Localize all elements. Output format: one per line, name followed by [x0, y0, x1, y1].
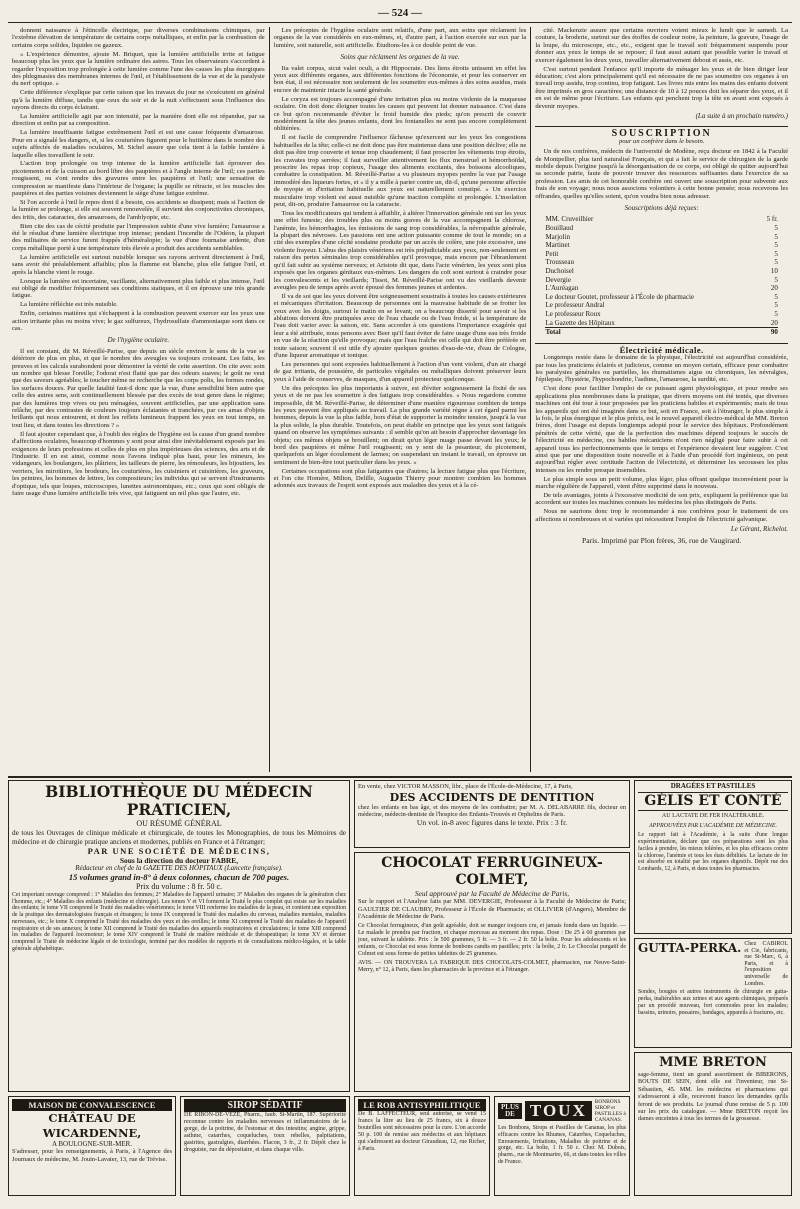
subscription-row	[545, 215, 777, 224]
subscription-amount: 5 fr.	[766, 215, 778, 224]
subscriber-name: Le docteur Goutet, professeur à l'École de pharmacie	[545, 292, 695, 301]
gelis-approved: APPROUVÉES PAR L'ACADÉMIE DE MÉDECINE.	[649, 822, 777, 829]
electricite-title: Électricité médicale.	[619, 344, 704, 355]
rob-body: De B. LAFFECTEUR, seul autorisé, se vend 15 francs la litre au lieu de 25 francs, six à douze bouteilles sont nécessaires pour la cure. L'on accorde 50 p. 100 de remise aux médecins et aux hôpitaux qui s'adressent au docteur Giraudeau, 12, rue Richer, à Paris.	[358, 1111, 486, 1152]
paragraph: donnent naissance à l'étincelle électrique, par diverses combinaisons chimiques, par l'extrême élévation de température de certains corps métalliques, et enfin par la combustion de certains corps solides, liquides ou gazeux.	[12, 27, 265, 49]
subscription-row	[545, 310, 777, 319]
convalescence-name: CHÂTEAU DE WICARDENNE,	[42, 1111, 142, 1140]
subscription-row	[545, 293, 777, 302]
subscription-table	[545, 215, 777, 336]
ad-dentition	[354, 780, 630, 848]
bibliotheque-body: Cet important ouvrage comprend : 1° Maladies des femmes; 2° Maladies de l'appareil urinaire; 3° Maladies des organes de la génération chez l'homme, etc.; 4° Maladies des enfants (médecine et chirurgie). Les tomes V et VI forment le Traité le plus complet qui existe sur les maladies des enfants; le tome VII comprend le Traité des maladies vénériennes; le tome VIII renferme les maladies de la peau, et contient une exposition de la pratique des dermatologistes français et étrangers; le tome IX comprend le Traité des maladies du cerveau, maladies mentales, maladies nerveuses, etc.; le tome X comprend le Traité des maladies des yeux et des oreilles; le tome XI comprend le Traité des maladies de l'appareil respiratoire et de ses annexes; le tome XII comprend le Traité des maladies des appareils respiratoires et circulatoires; le tome XIII comprend les maladies de l'appareil locomoteur; le tome XIV comprend le Traité de matière médicale et de thérapeutique; le tome XV et dernier comprend le Traité de médecine légale et de toxicologie, terminé par des modèles de rapports et de consultations médico-légales, et la table générale alphabétique.	[12, 892, 346, 952]
subheading: Soins que réclament les organes de la vue.	[340, 53, 460, 62]
subscription-amount: 5	[774, 249, 778, 258]
paragraph: Il va de soi que les yeux doivent être soigneusement soustraits à toutes les causes extérieures et mécaniques d'irritation. Beaucoup de personnes ont la mauvaise habitude de se frotter les yeux avec les doigts, surtout le matin en se levant; on a beaucoup disserté pour savoir si les ablutions doivent être pratiquées avec de l'eau chaude ou de l'eau froide, si la température de l'eau doit varier avec la saison, etc. Sans accorder à ces questions l'importance exagérée qui leur a été attribuée, nous pensons avec Beer qu'il faut éviter de faire usage d'une eau très froide en vue de la réaction qu'elle provoque; mais que l'eau fraîche est celle qui doit être préférée en toute saison; souvent il est utile d'y ajouter quelques gouttes d'eau-de-vie, d'eau de Cologne, d'une liqueur aromatique et tonique.	[273, 292, 527, 360]
ad-gutta-perka	[634, 938, 792, 1048]
subheading: De l'hygiène oculaire.	[107, 336, 170, 345]
subscription-amount: 5	[774, 258, 778, 267]
convalescence-body: S'adresser, pour les renseignements, à Paris, à l'Agence des Journaux de médecine, M. Jouin-Lavater, 13, rue de Trévise.	[12, 1148, 172, 1163]
toux-header	[498, 1099, 626, 1123]
bibliotheque-editor: Rédacteur en chef de la GAZETTE DES HÔPITAUX (Lancette française).	[75, 863, 283, 872]
gutta-header	[638, 941, 788, 987]
total-label: Total	[545, 328, 737, 337]
total-amount: 90	[738, 328, 778, 337]
subscription-total-row	[545, 328, 777, 337]
paragraph: De tels avantages, joints à l'excessive modicité de son prix, expliquent la préférence que lui accordent sur toutes les machines connues les médecins les plus distingués de Paris.	[535, 491, 789, 507]
dentition-body: chez les enfants en bas âge, et des moyens de les combattre; par M. A. DELABARRE fils, docteur en médecine, médecin-dentiste de l'hospice des Enfants-Trouvés et Orphelins de Paris.	[358, 803, 626, 818]
paragraph: Tous les modificateurs qui tendent à affaiblir, à altérer l'innervation générale ont sur les yeux une effet funeste; des troubles plus ou moins graves de la vue accompagnent la chlorose, l'anémie, les hémorrhagies, les émissions de sang trop considérables, la névropathie générale, la plupart des névroses. Les passions ont une action puissante comme de tout le monde; on a cité des exemples d'une cécité soudaine produite par un accès de colère, une joie excessive, une violente frayeur. L'abus des plaisirs vénériens est très préjudiciable aux yeux, non-seulement en raison des pertes séminales trop considérables qu'il provoque, mais encore par l'ébranlement qu'il fait subir au système nerveux; et Aristote dit que, dans l'acte vénérien, les yeux sont plus exposés que les organes génitaux eux-mêmes. Les dangers du coït sont surtout à craindre pour les convalescents et les vieillards; Tissot, M. Réveillé-Parise ont vu des vieillards devenir aveugles peu de temps après avoir épousé des femmes jeunes et ardentes.	[273, 209, 527, 291]
bibliotheque-description: de tous les Ouvrages de clinique médicale et chirurgicale, de toutes les Monographies, de tous les Mémoires de médecine et de chirurgie pratique anciens et modernes, publiés en France et à l'étranger;	[12, 829, 346, 846]
souscription-title: SOUSCRIPTION	[611, 128, 712, 140]
toux-pre: PLUS DE	[498, 1103, 522, 1120]
toux-body: Les Bonbons, Sirops et Pastilles de Cananas, les plus efficaces contre les Rhumes, Catarrhes, Coqueluches, Enrouements, Irritations, Maladies de poitrine et de gorge, etc. La boîte, 1 fr. 50 c. Chez M. Dubois, pharm., rue de Montmartre, 66, et dans toutes les villes de France.	[498, 1125, 626, 1165]
ad-rob-antisyphilitique	[354, 1096, 490, 1196]
subscriber-name: Marjolin	[545, 232, 570, 241]
subscription-amount: 5	[774, 224, 778, 233]
bibliotheque-direction: Sous la direction du docteur FABRE,	[119, 856, 239, 866]
subscription-row	[545, 258, 777, 267]
convalescence-place: A BOULOGNE-SUR-MER.	[51, 1140, 133, 1148]
ad-mme-breton	[634, 1052, 792, 1196]
subscriber-name: Trousseau	[545, 258, 574, 267]
chocolat-body: Ce Chocolat ferrugineux, d'un goût agréable, doit se manger toujours cru, et jamais fondu dans un liquide. — Le malade le prendra par fraction, et chaque morceau au moment des repas. Dose : De 25 à 60 grammes par jour, suivant la tablette. Prix : le 500 grammes, 5 fr. — 3 fr. — 2 fr. 50 la boîte. Pour les adolescents et les enfants, ce Chocolat est sous forme de bonbons candis en pastilles; prix : la boîte, 2 fr. Le Chocolat purgatif de Colmet est sous forme de petites tablettes de 25 grammes.	[358, 922, 626, 957]
ad-convalescence	[8, 1096, 176, 1196]
paragraph: Bien cite des cas de cécité produite par l'impression subite d'une vive lumière; l'amaurose a été le résultat d'une lumière électrique trop intense; pendant l'incendie de l'Odéon, la plupart des militaires de service furent frappés d'héméralopie; la vue d'une fournaise ardente, d'un corps métallique porté à une température très élevée a produit des accidents semblables.	[12, 222, 265, 252]
subscription-amount: 5	[774, 292, 778, 301]
paragraph: Certaines occupations sont plus fatigantes que d'autres; la lecture fatigue plus que l'écriture, et l'on cite Homère, Milton, Delille, Augustin Thierry pour montrer combien les hommes adonnés aux travaux de l'esprit sont exposés aux maladies des yeux et à la cé-	[273, 467, 527, 490]
paragraph: La lumière artificielle est surtout nuisible lorsque ses rayons arrivent directement à l'œil, sans avoir été préalablement affaiblis; plus la flamme est blanche, plus elle fatigue l'œil, et après la blanche vient le rouge.	[12, 253, 265, 276]
gutta-title: GUTTA-PERKA.	[638, 941, 742, 955]
section-divider	[535, 126, 788, 127]
paragraph: La lumière insuffisante fatigue extrêmement l'œil et est une cause fréquente d'amaurose. Pour en a signalé les dangers, et, si les couturières figurent pour le huitième dans le nombre des sujets affectés de maladies oculaires, M. Sichel assure que cela tient à la faible lumière à laquelle elles travaillent le soir.	[12, 129, 265, 159]
subscription-amount: 10	[770, 267, 778, 275]
subscriber-name: L'Auréagan	[545, 284, 579, 293]
sirop-title: SIROP SÉDATIF	[184, 1099, 346, 1112]
convalescence-title: MAISON DE CONVALESCENCE	[12, 1099, 172, 1111]
paragraph: La lumière réfléchie est très nuisible.	[20, 301, 118, 309]
paragraph: Un de nos confrères, médecin de l'université de Modène, reçu docteur en 1842 à la Faculté de Montpellier, plus tard naturalisé Français, et qui a fait le service de chirurgien de la garde mobile depuis l'origine jusqu'à la désorganisation de ce corps, est obligé de quitter aujourd'hui sa seconde patrie, faute de pouvoir trouver des ressources suffisantes dans l'exercice de sa profession. Les amis de cet honorable confrère ont ouvert une souscription pour subvenir aux frais de son voyage; nous nous associons volontiers à cette bonne pensée; nous recevrons les offrandes, quelles qu'elles soient, qu'on voudra bien nous adresser.	[535, 148, 789, 200]
paragraph: C'est surtout pendant l'enfance qu'il importe de ménager les yeux et de bien diriger leur éducation; c'est alors principalement qu'il est nécessaire de ne pas soumettre ces organes à un travail trop assidu, trop continu, trop fatigant. Les livres mis entre les mains des enfants doivent être imprimés en gros caractères; une distance de 10 à 12 pouces doit les séparer des yeux, et il en est de même pour l'écriture. Les enfants qui penchent trop la tête en avant sont exposés à devenir myopes.	[535, 65, 789, 110]
subscription-amount: 5	[774, 309, 778, 318]
chocolat-depot: AVIS. — ON TROUVERA LA FABRIQUE DES CHOCOLATS-COLMET, pharmacien, rue Neuve-Saint-Merry, n° 12, à Paris, dans les pharmacies de la province et à l'étranger.	[358, 959, 626, 973]
subscriber-name: Le professeur Roux	[545, 309, 601, 318]
subscription-amount: 5	[774, 275, 778, 284]
subscriber-name: MM. Cruveilhier	[545, 215, 594, 224]
paragraph: Le coryza est toujours accompagné d'une irritation plus ou moins violente de la muqueuse oculaire. On doit donc éloigner toutes les causes qui peuvent lui donner naissance. C'est dans ce but qu'on recommande d'éviter le froid humide des pieds; qu'on prescrit de couvrir modérément la tête des jeunes enfants, dont les fontanelles ne sont pas encore complètement oblitérées.	[273, 95, 527, 133]
paragraph: Le plus simple sous un petit volume, plus léger, plus offrant quelque inconvénient pour la marche régulière de l'appareil, vient d'être supprimé dans le nouveau.	[535, 475, 789, 491]
page-number: — 524 —	[378, 7, 422, 19]
toux-side: BONBONS SIROP et PASTILLES à CANANAS.	[594, 1099, 626, 1123]
subscriber-name: Martinet	[545, 241, 570, 250]
continuation-note: (La suite à un prochain numéro.)	[695, 111, 789, 120]
bibliotheque-subtitle: OU RÉSUMÉ GÉNÉRAL	[136, 819, 222, 828]
subscriber-name: Le professeur Andral	[545, 301, 605, 310]
gelis-body: Le rapport fait à l'Académie, à la suite d'une longue expérimentation, déclare que ces préparations sont les plus faciles à prendre, les mieux tolérées, et les plus efficaces contre la chlorose, l'anémie et tous les états débilités. Le lactate de fer est absorbé en totalité par les organes digestifs. Dépôt rue des Lombards, 12, à Paris, et dans toutes les pharmacies.	[638, 832, 788, 873]
paragraph: Il est constant, dit M. Réveillé-Parise, que depuis un siècle environ le sens de la vue se détériore de plus en plus, et que le nombre des aveugles va toujours croissant. Les faits, les preuves et les calculs surabondent pour démontrer la vérité de cette assertion. On cite avec soin un nombre qui blesse l'oreille; l'odorat n'est flatté que par des odeurs suaves; le goût ne veut que des saveurs agréables; le toucher même ne recherche que les corps polis, les formes rondes, les surfaces douces. Par quelle fatalité faut-il donc que la vue, d'une sensibilité bien autre que celle des autres sens, soit continuellement blessée par des excès de tout genre dans le régime; par des lumières trop vives ou peu ménagées, souvent artificielles, par une application sans relâche, par des contrastes de couleurs toujours éclatantes et tranchées, par ces amas d'objets brillants qui nous entourent, et dont les reflets lumineux frappent les yeux en tout temps, en tout lieu, et dans toutes les directions ? »	[12, 347, 265, 429]
subscription-amount: 5	[774, 232, 778, 241]
column-left	[8, 27, 269, 772]
subscription-row	[545, 267, 777, 276]
article-columns	[8, 27, 792, 772]
paragraph: Les préceptes de l'hygiène oculaire sont relatifs, d'une part, aux soins que réclament les organes de la vue considérés en eux-mêmes, et, d'autre part, à l'action exercée sur eux par la lumière, soit naturelle, soit artificielle. Étudions-les à ce double point de vue.	[273, 27, 527, 49]
paragraph: Il est facile de comprendre l'influence fâcheuse qu'exercent sur les yeux les congestions habituelles de la tête; celle-ci ne doit donc pas être maintenue dans une position déclive; elle ne doit pas être trop couverte et tenue trop chaudement; il faut proscrire les vêtements trop étroits, les cravates trop serrées; il faut surveiller attentivement les flux menstruel et hémorrhoïdal, proscrire les repas trop copieux, l'usage des aliments excitants, des boissons alcooliques, combattre la constipation. M. Réveillé-Parise a vu plusieurs myopes perdre la vue par l'usage immodéré des liqueurs fortes, et « il y a mille à parier contre un, dit-il, qu'une personne affectée de myopie et d'irritation habituelle aux yeux est naturellement constipé. » Un exercice musculaire trop violent est aussi nuisible qu'une inaction complète et prolongée. L'insolation peut, dit-on, produire l'amaurose ou la cataracte.	[273, 134, 527, 208]
paragraph: Ita valet corpus, sicut valet oculi, a dit Hippocrate. Des liens étroits unissent en effet les yeux aux différents organes, aux différentes fonctions de l'économie, et pour les conserver en bon état, il est nécessaire non seulement de les soumettre eux-mêmes à des soins assidus, mais encore de maintenir intacte la santé générale.	[273, 64, 527, 94]
subscriber-name: Petit	[545, 249, 559, 258]
bibliotheque-society: PAR UNE SOCIÉTÉ DE MÉDECINS,	[87, 846, 271, 857]
paragraph: Enfin, certaines matières qui s'échappent à la combustion peuvent exercer sur les yeux une action irritante plus ou moins vive; le gaz sulfureux, l'hydrosulfate d'ammoniaque sont dans ce cas.	[12, 310, 265, 332]
section-divider	[535, 343, 788, 344]
ad-gelis-conte	[634, 780, 792, 934]
gelis-top: DRAGÉES ET PASTILLES	[670, 782, 756, 790]
chocolat-report: Sur le rapport et l'Analyse faits par MM. DEVERGIE, Professeur à la Faculté de Médecine de Paris; GAULTIER DE CLAUBRY, Professeur à l'École de Pharmacie; et OLLIVIER (d'Angers), Membre de l'Académie de Médecine de Paris.	[358, 898, 626, 921]
paragraph: Les personnes qui sont exposées habituellement à l'action d'un vent violent, d'un air chargé de gaz irritants, de poussière, de particules végétales ou métalliques doivent préserver leurs yeux à l'aide de conserves, de masques, d'un appareil protecteur quelconque.	[273, 360, 527, 383]
toux-title: TOUX	[525, 1101, 592, 1121]
subscriber-name: Devergie	[545, 275, 571, 284]
bibliotheque-price: Prix du volume : 8 fr. 50 c.	[136, 882, 222, 891]
bibliotheque-volumes: 15 volumes grand in-8° à deux colonnes, chacun de 700 pages.	[68, 872, 290, 882]
paragraph: L'action trop prolongée ou trop intense de la lumière artificielle fait éprouver des picotements et de la cuisson au bord libre des paupières et à l'angle interne de l'œil; ces parties rougissent, ou s'ont rendre des gravures entre les paupières et l'œil; une sensation de compression se manifeste dans l'intérieur de l'organe; la pupille se rétracte, et les muscles des paupières et des parties voisines deviennent le siège d'une fatigue extrême.	[12, 160, 265, 198]
gelis-title: GÉLIS ET CONTÉ	[638, 792, 788, 811]
subscription-row	[545, 301, 777, 310]
paragraph: La lumière artificielle agit par son intensité, par la manière dont elle est répandue, par sa direction et enfin par sa composition.	[12, 112, 265, 128]
chocolat-title: CHOCOLAT FERRUGINEUX-COLMET,	[381, 855, 603, 888]
subscription-amount: 5	[774, 301, 778, 310]
column-right	[530, 27, 792, 772]
paragraph: Nous ne saurions donc trop le recommander à nos confrères pour le traitement de ces affections si nombreuses et si variées qui nécessitent l'emploi de l'électricité galvanique.	[535, 508, 789, 523]
sirop-body: DE RIBON-DE-VEZE, Pharm., faub. St-Martin, 187. Supériorité reconnue contre les maladies nerveuses et inflammatoires de la gorge, de la poitrine, de l'estomac et des intestins; angine, grippe, asthme, catarrhes, coqueluches, toux rebelles, palpitations, gastrites, gastralgies, diarrhées. Flacon, 3 fr., 2 fr. Dépôt chez le droguiste, rue du dépositaire, et dans chaque ville.	[184, 1112, 346, 1153]
dentition-price: Un vol. in-8 avec figures dans le texte. Prix : 3 fr.	[416, 818, 568, 827]
paragraph: Si l'on accorde à l'œil le repos dont il a besoin, ces accidents se dissipent; mais si l'action de la lumière se prolonge, si elle est souvent renouvelée, il survient des conjonctivites chroniques, des iritis, des cataractes, des amauroses, de l'amblyopie, etc.	[12, 198, 265, 221]
page-rule	[8, 22, 792, 23]
paragraph: Un des préceptes les plus importants à suivre, est d'éviter soigneusement la fixité de ses yeux et de ne pas les soumettre à des fatigues trop considérables. « Nous regardons comme impossible, dit M. Réveillé-Parise, de déterminer d'une manière rigoureuse combien de temps les yeux peuvent être appliqués au travail. La plus grande variété règne à cet égard parmi les hommes, depuis la vue la plus faible, hors d'état de supporter la moindre tension, jusqu'à la vue la plus solide, la plus durable. Toutefois, on peut établir en principe que les yeux sont fatigués quand on observe les symptômes suivants : il semble qu'on ait besoin d'approcher davantage les objets; ces mêmes objets se brouillent; on dirait qu'un léger nuage passe devant les yeux; le bord des paupières et même l'œil rougissent; on y sent de la pesanteur, du picotement, quelquefois un léger écoulement de larmes; on suspendant un instant le travail, on éprouve un sentiment de bien-être tout particulier dans les yeux. »	[273, 384, 527, 466]
chocolat-subtitle: Seul approuvé par la Faculté de Médecine de Paris,	[414, 889, 570, 898]
subscription-row	[545, 224, 777, 233]
souscription-subtitle: pour un confrère dans le besoin.	[618, 137, 705, 145]
ad-bibliotheque	[8, 780, 350, 1092]
rob-title: LE ROB ANTISYPHILITIQUE	[358, 1099, 486, 1111]
subscription-amount: 5	[774, 241, 778, 250]
breton-title: MME BRETON	[659, 1055, 767, 1070]
subscription-row	[545, 241, 777, 250]
printer-line: Paris. Imprimé par Plon frères, 36, rue de Vaugirard.	[582, 535, 742, 545]
subscription-row	[545, 250, 777, 259]
ad-sirop-sedatif	[180, 1096, 350, 1196]
subscription-row	[545, 276, 777, 285]
breton-body: sage-femme, tient un grand assortiment de BIBERONS, BOUTS DE SEIN, dont elle est l'inventeur, rue St-Sébastien, 45. MM. les médecins et pharmaciens qui s'adresseront à elle, recevront franco les demandes qu'ils feront de ses produits. Le journal d'une remise de 5 p. 100 sur les prix du catalogue. — Mme BRETON reçoit les dames enceintes à tous les termes de la grossesse.	[638, 1071, 788, 1123]
subscription-amount: 20	[770, 284, 778, 293]
advertisements-section	[8, 776, 792, 1197]
subscriber-name: Duchoisel	[545, 267, 574, 275]
ad-chocolat-colmet	[354, 852, 630, 1092]
paragraph: Longtemps restée dans le domaine de la physique, l'électricité est aujourd'hui considérée, par tous les praticiens éclairés et judicieux, comme un moyen certain, efficace pour combattre les paralysies générales ou partielles, les rhumatismes aigus ou chroniques, les névralgies, l'épilepsie, l'hystérie, l'hypochondrie, l'asthme, l'amaurose, la surdité, etc.	[535, 354, 789, 384]
ad-plus-de-toux	[494, 1096, 630, 1196]
paragraph: Lorsque la lumière est incertaine, vacillante, alternativement plus faible et plus intense, l'œil est obligé de modifier fréquemment ses conditions statiques, et il en éprouve une très grande fatigue.	[12, 277, 265, 300]
subheading: Souscriptions déjà reçues:	[624, 204, 699, 213]
newspaper-page	[8, 6, 792, 1197]
subscription-row	[545, 233, 777, 242]
bibliotheque-title: BIBLIOTHÈQUE DU MÉDECIN PRATICIEN,	[45, 782, 313, 819]
gerant-signature: Le Gérant, Richelot.	[730, 525, 789, 534]
paragraph: Il faut ajouter cependant que, à l'oubli des règles de l'hygiène est la cause d'un grand nombre d'affections oculaires, beaucoup d'hommes y sont pour ainsi dire inévitablement exposés par les exigences de leurs professions et celles de plus en plus impérieuses des sciences, des arts et de l'industrie. Il en est ainsi, comme nous l'avons indiqué plus haut, pour les mineurs, les vidangeurs, les boulangers, les plâtriers, les tailleurs de pierre, les rémouleurs, les bijoutiers, les verriers, les miroitiers, les brodeurs, les couturières, les cuisiniers et cuisinières, les graveurs, les peintres, les hommes de lettres, les compositeurs; les individus qui se servent d'instruments d'optique, tels que loupes, microscopes, lunettes astronomiques, etc.; ceux qui sont obligés de faire usage d'une lumière artificielle très vive, qui fatiguent un œil plus que l'autre, etc.	[12, 430, 265, 497]
paragraph: Cette différence s'explique par cette raison que les travaux du jour ne s'exécutent en général qu'à la lumière diffuse, tandis que ceux du soir et de la nuit s'effectuent sous l'influence des rayons directs du corps éclairant.	[12, 89, 265, 112]
gutta-body: Sondes, bougies et autres instruments de chirurgie en gutta-perka, inaltérables aux urines et aux agents chimiques, préparés par un procédé nouveau, fort commodes pour les malades; bassins, urinoirs, pessaires, bandages, appareils à fractures, etc.	[638, 989, 788, 1016]
subscription-row	[545, 319, 777, 328]
dentition-header: En vente, chez VICTOR MASSON, libr., place de l'École-de-Médecine, 17, à Paris,	[358, 783, 573, 790]
paragraph: C'est donc pour faciliter l'emploi de ce puissant agent physiologique, et pour rendre ses applications plus nombreuses dans la pratique, que divers moyens ont été tentés, que diverses machines ont été tour à tour proposées par les praticiens habiles et expérimentés; mais de tous les appareils qui ont été imaginés dans ce but, soit en France, soit à l'étranger, le plus simple à la fois, le plus énergique et le plus précis, est le nouvel appareil électro-médical de MM. Breton frères, dont l'usage est depuis longtemps adopté pour le service des hôpitaux. Profondément pénétrés de cette vérité, que de la perfection des machines dépend toujours le succès de l'électricité en médecine, ces habiles mécaniciens n'ont rien négligé pour faire subir à cet appareil tous les perfectionnements que le temps et l'expérience devaient leur suggérer. C'est ainsi que par une disposition toute nouvelle et à l'aide d'un procédé fort ingénieux, on peut aujourd'hui régler avec certitude l'action de l'électricité, et déterminer les secousses les plus intenses ou les rendre presque insensibles.	[535, 385, 789, 474]
subscriber-name: Bouillaud	[545, 224, 574, 233]
dentition-title: DES ACCIDENTS DE DENTITION	[389, 790, 595, 804]
column-middle	[269, 27, 531, 772]
subscriber-name: La Gazette des Hôpitaux	[545, 318, 615, 327]
paragraph: cité. Mackenzie assure que certains ouvriers voient mieux le lundi que le samedi. La couture, la broderie, surtout sur des étoffes de couleur noire, la peinture, la gravure, l'usage de la loupe, du microscope, etc., etc., exigent que le travail soit fréquemment suspendu pour donner aux yeux le temps de se reposer; il faut aussi autant que possible varier le travail et exercer également les deux yeux, travailler alternativement debout et assis, etc.	[535, 27, 789, 64]
gutta-side: Chez CABIROL et Cie, fabricants, rue St-Marc, 6, à Paris, et à l'exposition universelle de Londres.	[744, 941, 788, 987]
gelis-subtitle: AU LACTATE DE FER INALTÉRABLE.	[661, 813, 765, 820]
paragraph: « L'expérience démontre, ajoute M. Briquet, que la lumière artificielle irrite et fatigue beaucoup plus les yeux que la lumière ordinaire des astres. Tous les observateurs s'accordent à regarder l'exposition trop prolongée à cette lumière comme l'une des causes les plus énergiques des phlegmasies des membranes internes de l'œil, et l'établissement de la vue et de la paralysie du nerf optique. »	[12, 50, 265, 88]
subscription-amount: 20	[770, 318, 778, 327]
subscription-row	[545, 284, 777, 293]
